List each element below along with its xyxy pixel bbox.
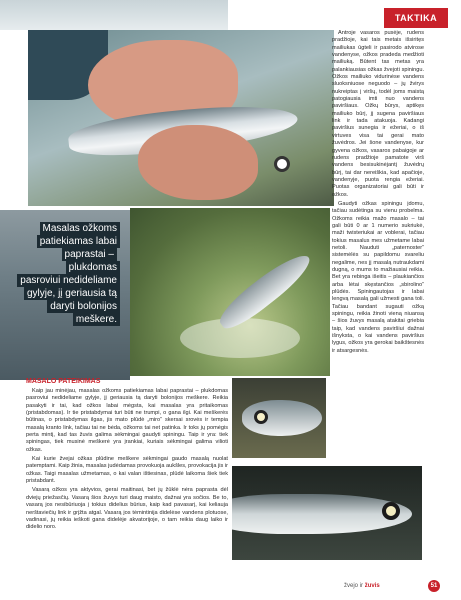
article-right-column [332,30,424,357]
photo-fish-head [232,466,422,560]
photo-fish-eye [274,156,290,172]
article-left-column [26,388,228,534]
article-paragraph: Kai kurie žvejai ožkas plūdine meškere sėkmingai gaudo masalą nuolat patemptami. Kaip žinia, masalas judėdamas provokuoja aukšles, provokacija jis ir ožkas. Taigi masalas užmetamas, o kai valan ištiesinas, plūdė laikoma šiek tiek pristabdant. [26,456,228,485]
caption-line: gylyje, jį geriausia tą [24,287,120,300]
page-footer [344,583,380,589]
article-paragraph: Antroje vasaros pusėje, rudens pradžioje, kai tais metais išsiritęs mailiukas ūgteli ir pasirodo atvirose vandenyse, ožkos pradeda medžioti mailiuką. Būtent tas metas yra palankiausias ožkas žvejoti spiningu. Ožkos mailiuko vidurinėse vandens sluoksniuose neguodo – jų žvirys nukreiptas į viršų, todėl joms maistą patogiausia imti nuo vandens paviršiaus. Ožkų būrys, aptikęs mailiuko būrį, jį sugena paviršiaus link ir tada atakuoja. Kadangi paviršius sunegia ir ežeriai, o iš virtuves visa tai gerai mato žuvėdros. Jei šone vandenyse, kur gyvena ožkos, vasaros pabaigoje ar rudens pradžioje pamatote virš vandens besisukinėjantį žuvėdrų būrį, tai dar nereiškia, kad apačioje, vandenyje, puota rengia ežeriai. Puotas organizatoriai gali būti ir ožkos. [332,30,424,198]
section-heading: MASALO PATEIKIMAS [26,378,101,385]
page-number: 51 [428,580,440,592]
footer-text: žvejo ir [344,583,364,589]
article-paragraph: Vasarą ožkos yra aktyvios, gerai maitinasi, bet jų žūklė nėra paprasta dėl dviejų priežasčių. Vasarą šios žuvys turi daug maisto, dažnai yra sočios. Be to, vasarą jos nesibūriuoja į tokius didelius būrius, kaip kad pavasarį, kai keliauja nerštaviečių link ir grįžta atgal. Vasarą jos tėmintinija didelėse vandens plotuose, vadinasi, jų reikia ieškoti gana didelėje akvatorijoje, o tam reikia daug laiko ir didelio noro. [26,487,228,531]
header-band [0,0,228,30]
photo-fish-eye [254,410,268,424]
caption-line: patiekiamas labai [37,235,120,248]
caption-line: pasroviui nedideliame [17,274,120,287]
photo-fish-closeup [232,378,326,458]
photo-hands-holding-fish [28,30,334,206]
article-paragraph: Kaip jau minėjau, masalas ožkoms patiekiamas labai paprastai – plukdomas pasroviui nedideliame gylyje, jį geriausia tą daryti bolonijos meškere. Reikia pasakyti ir tai, kad ožkos labai mėgsta, kai masalas yra pritaikomas (pristabdomas). Ir tie pristabdymai turi būti ne trumpi, o gana ilgi. Kai meškerės būtinas, o pristabdymas ilgas, jis mato plūdė „miro“ skersai srovės ir tempia masalą kranto link, tačiau tai ne bėda, ožkoms tai net patinka. Ir toks jų pomėgis perta mintį, kad tas žuvis galima sėkmingai gaudyti spiningu. Taip ir yra: tiek spiningas, tiek musinė meškerė yra įrankiai, kuriais sėkmingai galima vilioti ožkas. [26,388,228,453]
article-paragraph: Gaudyti ožkas spiningu įdomu, tačiau sudėtinga su vienu probelma. Ožkoms reikia mažo masalo – tai gali būti 0 ar 1 numerio sukriukė, maži twisteriukai ar voblerai, tačiau tokius masalus mes užmetame labai netoli. Nauduti „paternoster“ sistemėlės su papildomu svareliu negalime, nes jį masalą nutraukdami dugną, o mums to mažiausiai reikia. Bet yra rebinga išeitis – plaukiančios arba lėtai skęstančios „sbirolino“ plūdės. Spiningautojas ir labai lengvą masalą gali užmesti gana toli. Tačiau bandant sugauti ožką spiningu, reikia žinoti vieną niuansą – šios žuvys masalą atakitai griebia taip, kad vandens paviršiui dažnai išnyksta, o kai vandens paviršius lygus, ožkos yra gerokai baikštesnės ir atsargesnės. [332,200,424,354]
section-tag: TAKTIKA [384,8,448,28]
photo-fish-splash [130,208,330,376]
photo-caption [16,222,120,326]
caption-line: daryti bolonijos [47,300,120,313]
footer-brand: žuvis [364,583,380,589]
caption-line: meškere. [73,313,120,326]
caption-line: Masalas ožkoms [40,222,120,235]
photo-hand-lower [138,125,258,200]
photo-fish-eye [382,502,400,520]
caption-line: paprastai – plukdomas [62,248,120,274]
